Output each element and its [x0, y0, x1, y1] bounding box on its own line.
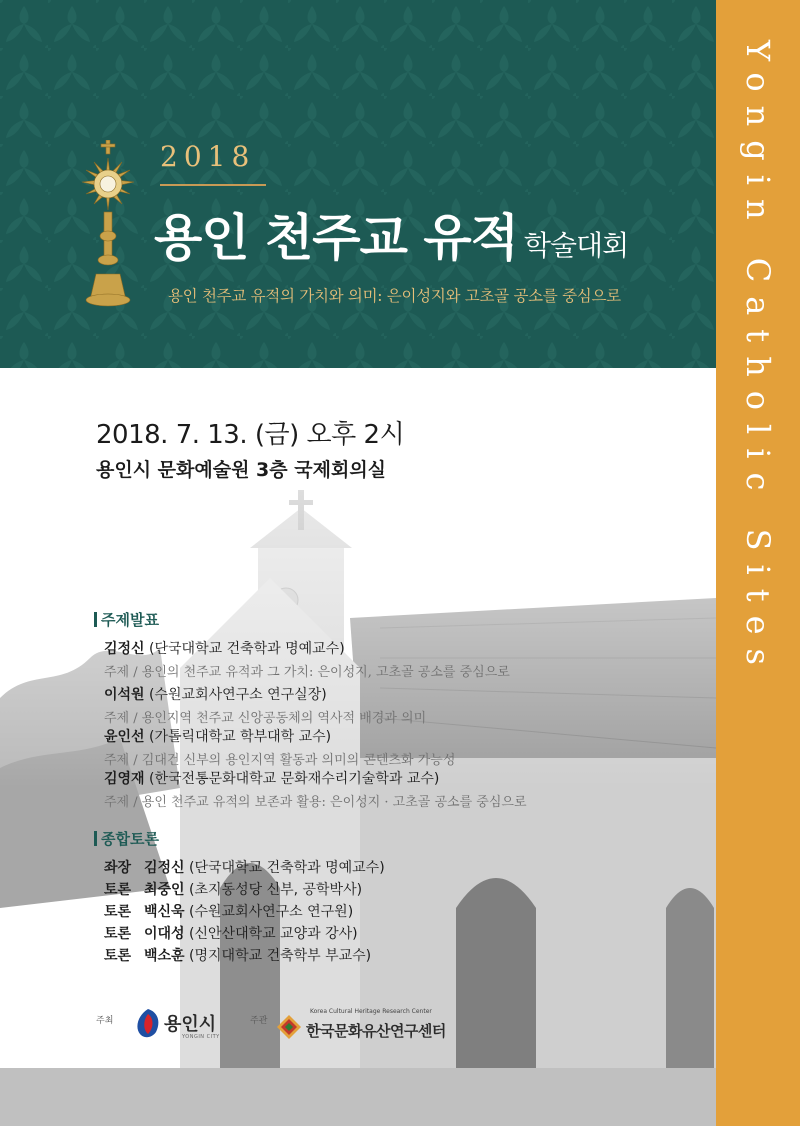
- host-name-en: YONGIN CITY: [182, 1034, 220, 1040]
- host-name: 용인시: [164, 1014, 217, 1035]
- event-title-suffix: 학술대회: [523, 229, 629, 262]
- side-title: Yongin Catholic Sites: [739, 40, 777, 679]
- host-label: 주최: [96, 1016, 114, 1026]
- event-datetime: 2018. 7. 13. (금) 오후 2시: [96, 420, 405, 450]
- heading-bar: [94, 612, 97, 627]
- panel-affiliation: (명지대학교 건축학부 부교수): [189, 948, 372, 964]
- panel-name: 최중인: [144, 882, 185, 898]
- presenter-affiliation: (한국전통문화대학교 문화재수리기술학과 교수): [149, 771, 440, 787]
- panel-row: [104, 857, 704, 879]
- panel-role: 토론: [104, 882, 132, 898]
- event-venue: 용인시 문화예술원 3층 국제회의실: [96, 459, 387, 481]
- presentation-item: [104, 684, 704, 726]
- panel-name: 백신욱: [144, 904, 185, 920]
- panel-affiliation: (수원교회사연구소 연구원): [189, 904, 354, 920]
- presenter-name: 김정신: [104, 641, 145, 657]
- presenter-name: 이석원: [104, 687, 145, 703]
- event-year: 2018: [160, 140, 256, 173]
- khrc-emblem-icon: [276, 1014, 302, 1040]
- panel-role: 토론: [104, 904, 132, 920]
- organizer-name: 한국문화유산연구센터: [306, 1022, 446, 1040]
- presentation-topic: 주제 / 용인의 천주교 유적과 그 가치: 은이성지, 고초골 공소를 중심으로: [104, 665, 510, 680]
- organizer-label: 주관: [250, 1016, 268, 1026]
- panel-affiliation: (신안산대학교 교양과 강사): [189, 926, 358, 942]
- panel-role: 토론: [104, 948, 132, 964]
- panel-row: [104, 901, 704, 923]
- presentations-heading: 주제발표: [94, 609, 159, 630]
- panel-name: 이대성: [144, 926, 185, 942]
- presentation-item: [104, 726, 704, 768]
- panel-role: 좌장: [104, 860, 132, 876]
- event-title: [154, 198, 628, 270]
- presentation-topic: 주제 / 용인지역 천주교 신앙공동체의 역사적 배경과 의미: [104, 711, 427, 726]
- presentation-item: [104, 768, 704, 810]
- yongin-emblem-icon: [134, 1008, 162, 1040]
- panel-heading: 종합토론: [94, 828, 159, 849]
- side-strip: [716, 0, 800, 1126]
- event-subtitle: 용인 천주교 유적의 가치와 의미: 은이성지와 고초골 공소를 중심으로: [168, 287, 621, 305]
- presenter-affiliation: (단국대학교 건축학과 명예교수): [149, 641, 345, 657]
- panel-row: [104, 879, 704, 901]
- presentation-topic: 주제 / 김대건 신부의 용인지역 활동과 의미의 콘텐츠화 가능성: [104, 753, 456, 768]
- presentation-topic: 주제 / 용인 천주교 유적의 보존과 활용: 은이성지 · 고초골 공소를 중심으로: [104, 795, 527, 810]
- panel-row: [104, 945, 704, 967]
- panel-affiliation: (초지동성당 신부, 공학박사): [189, 882, 363, 898]
- heading-bar: [94, 831, 97, 846]
- event-title-main: 용인 천주교 유적: [154, 209, 518, 267]
- panel-affiliation: (단국대학교 건축학과 명예교수): [189, 860, 385, 876]
- panel-name: 백소훈: [144, 948, 185, 964]
- presentation-item: [104, 638, 704, 680]
- year-divider: [160, 184, 266, 186]
- panel-role: 토론: [104, 926, 132, 942]
- khrc-logo: [274, 1006, 446, 1046]
- presenter-affiliation: (가톨릭대학교 학부대학 교수): [149, 729, 332, 745]
- organizer-name-en: Korea Cultural Heritage Research Center: [310, 1008, 432, 1015]
- yongin-city-logo: [134, 1006, 244, 1046]
- monstrance-image: [64, 140, 152, 310]
- presenter-name: 김영재: [104, 771, 145, 787]
- panel-row: [104, 923, 704, 945]
- header-banner: [0, 0, 716, 368]
- panel-name: 김정신: [144, 860, 185, 876]
- presenter-name: 윤인선: [104, 729, 145, 745]
- panel-list: [104, 857, 704, 967]
- presenter-affiliation: (수원교회사연구소 연구실장): [149, 687, 327, 703]
